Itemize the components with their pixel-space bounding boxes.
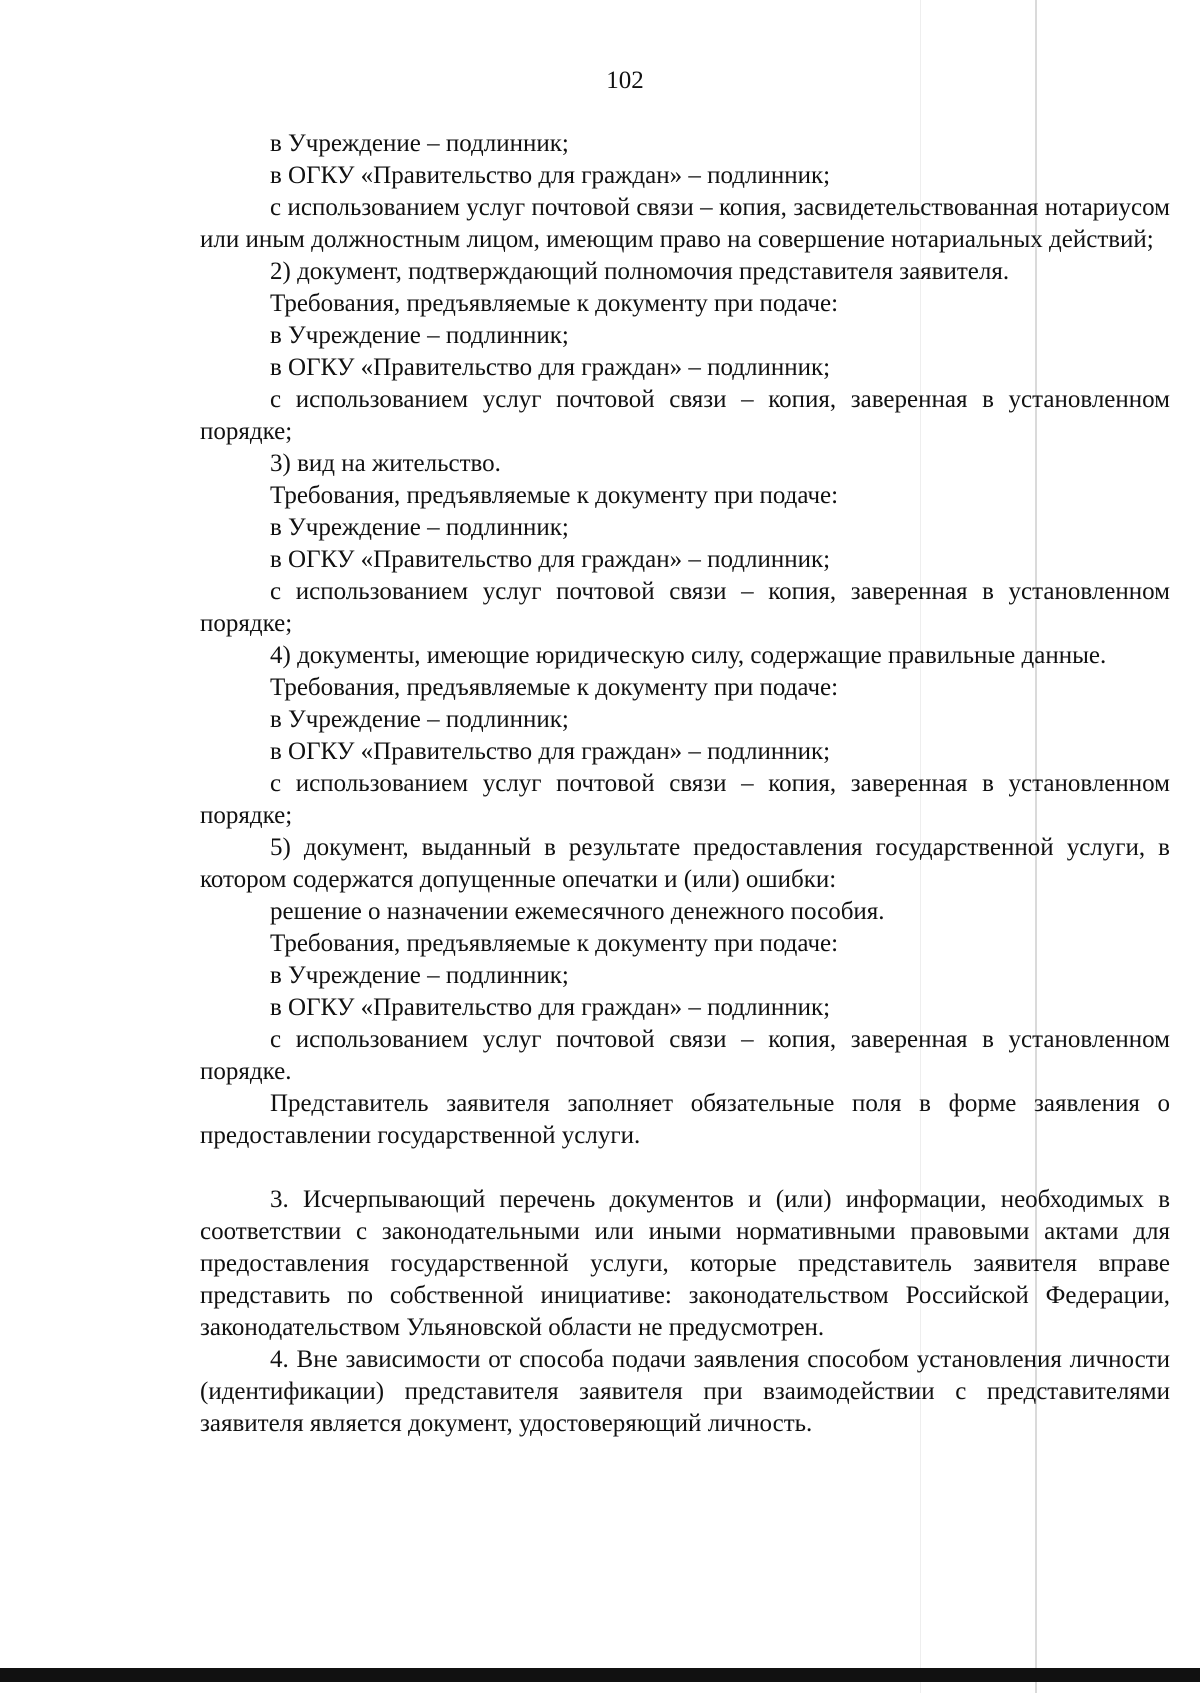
paragraph: Представитель заявителя заполняет обязательные поля в форме заявления о предоставлении государственной услуги. — [200, 1090, 1170, 1149]
paragraph: в ОГКУ «Правительство для граждан» – подлинник; — [270, 994, 831, 1021]
paragraph: в ОГКУ «Правительство для граждан» – подлинник; — [270, 162, 831, 189]
document-body — [200, 128, 1170, 1440]
paragraph: в Учреждение – подлинник; — [270, 706, 569, 733]
paragraph: 5) документ, выданный в результате предоставления государственной услуги, в котором содержатся допущенные опечатки и (или) ошибки: — [200, 834, 1170, 893]
paragraph: Требования, предъявляемые к документу при подаче: — [270, 482, 839, 509]
paragraph: 2) документ, подтверждающий полномочия представителя заявителя. — [270, 258, 1010, 285]
paragraph: в Учреждение – подлинник; — [270, 130, 569, 157]
paragraph: 3) вид на жительство. — [270, 450, 501, 477]
paragraph: с использованием услуг почтовой связи – копия, заверенная в установленном порядке; — [200, 386, 1170, 445]
paragraph: 4) документы, имеющие юридическую силу, содержащие правильные данные. — [270, 642, 1107, 669]
paragraph: в ОГКУ «Правительство для граждан» – подлинник; — [270, 738, 831, 765]
scan-bottom-border — [0, 1668, 1200, 1682]
paragraph: в Учреждение – подлинник; — [270, 514, 569, 541]
paragraph: решение о назначении ежемесячного денежного пособия. — [270, 898, 885, 925]
paragraph: Требования, предъявляемые к документу при подаче: — [270, 930, 839, 957]
paragraph: с использованием услуг почтовой связи – копия, заверенная в установленном порядке; — [200, 770, 1170, 829]
paragraph: Требования, предъявляемые к документу при подаче: — [270, 290, 839, 317]
paragraph: в Учреждение – подлинник; — [270, 962, 569, 989]
paragraph: в ОГКУ «Правительство для граждан» – подлинник; — [270, 546, 831, 573]
page-number: 102 — [606, 67, 644, 94]
paragraph: с использованием услуг почтовой связи – копия, заверенная в установленном порядке. — [200, 1026, 1170, 1085]
paragraph: в ОГКУ «Правительство для граждан» – подлинник; — [270, 354, 831, 381]
paragraph: с использованием услуг почтовой связи – копия, засвидетельствованная нотариусом или иным должностным лицом, имеющим право на совершение нотариальных действий; — [200, 194, 1170, 253]
paragraph: Требования, предъявляемые к документу при подаче: — [270, 674, 839, 701]
paragraph: в Учреждение – подлинник; — [270, 322, 569, 349]
paragraph: с использованием услуг почтовой связи – копия, заверенная в установленном порядке; — [200, 578, 1170, 637]
section-paragraph: 3. Исчерпывающий перечень документов и (или) информации, необходимых в соответствии с законодательными или иными нормативными правовыми актами для предоставления государственной услуги, которые представитель заявителя вправе представить по собственной инициативе: законодательством Российской Федерации, законодательством Ульяновской области не предусмотрен. — [200, 1186, 1170, 1341]
section-paragraph: 4. Вне зависимости от способа подачи заявления способом установления личности (идентификации) представителя заявителя при взаимодействии с представителями заявителя является документ, удостоверяющий личность. — [200, 1346, 1170, 1437]
